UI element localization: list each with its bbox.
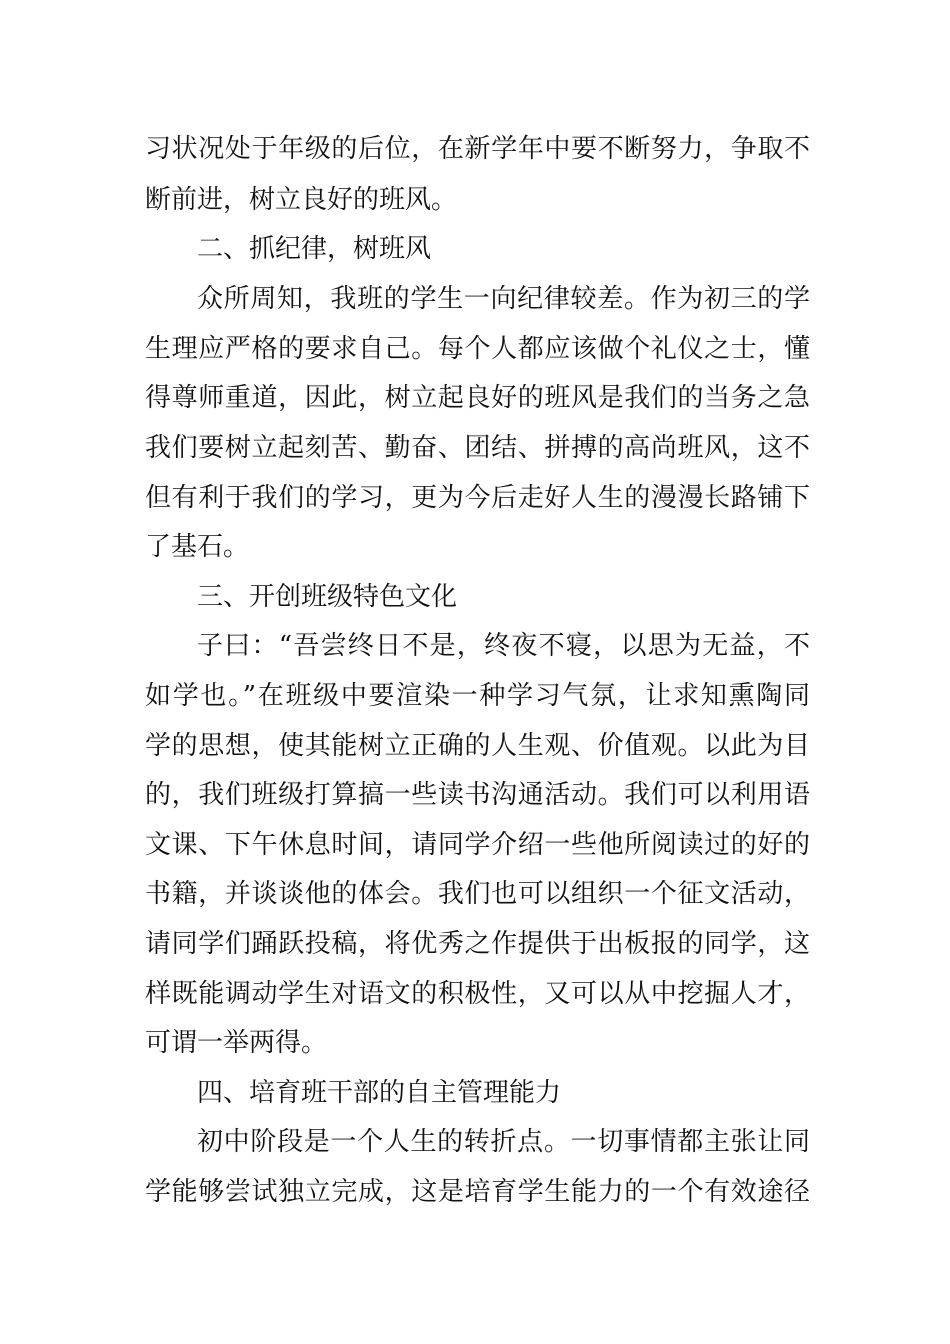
section-heading: 四、培育班干部的自主管理能力 (197, 1078, 562, 1108)
body-line: 我们要树立起刻苦、勤奋、团结、拼搏的高尚班风，这不 (145, 433, 810, 463)
body-line: 了基石。 (145, 532, 250, 562)
body-line: 子曰：“吾尝终日不是，终夜不寝，以思为无益，不 (197, 631, 810, 661)
body-line: 得尊师重道，因此，树立起良好的班风是我们的当务之急 (145, 383, 810, 413)
body-line: 请同学们踊跃投稿，将优秀之作提供于出板报的同学，这 (145, 929, 810, 959)
body-line: 如学也。”在班级中要渲染一种学习气氛，让求知熏陶同 (145, 681, 810, 711)
body-line: 文课、下午休息时间，请同学介绍一些他所阅读过的好的 (145, 830, 810, 860)
body-line: 断前进，树立良好的班风。 (145, 185, 458, 215)
body-line: 初中阶段是一个人生的转折点。一切事情都主张让同 (197, 1127, 810, 1157)
body-line: 习状况处于年级的后位，在新学年中要不断努力，争取不 (145, 134, 810, 164)
body-line: 学能够尝试独立完成，这是培育学生能力的一个有效途径 (145, 1177, 810, 1207)
body-line: 书籍，并谈谈他的体会。我们也可以组织一个征文活动， (145, 879, 810, 909)
body-line: 学的思想，使其能树立正确的人生观、价值观。以此为目 (145, 731, 810, 761)
section-heading: 二、抓纪律，树班风 (197, 234, 432, 264)
body-line: 但有利于我们的学习，更为今后走好人生的漫漫长路铺下 (145, 483, 810, 513)
body-line: 的，我们班级打算搞一些读书沟通活动。我们可以利用语 (145, 780, 810, 810)
body-line: 可谓一举两得。 (145, 1028, 328, 1058)
body-line: 样既能调动学生对语文的积极性，又可以从中挖掘人才， (145, 979, 810, 1009)
body-line: 生理应严格的要求自己。每个人都应该做个礼仪之士，懂 (145, 334, 810, 364)
section-heading: 三、开创班级特色文化 (197, 582, 458, 612)
body-line: 众所周知，我班的学生一向纪律较差。作为初三的学 (197, 284, 810, 314)
